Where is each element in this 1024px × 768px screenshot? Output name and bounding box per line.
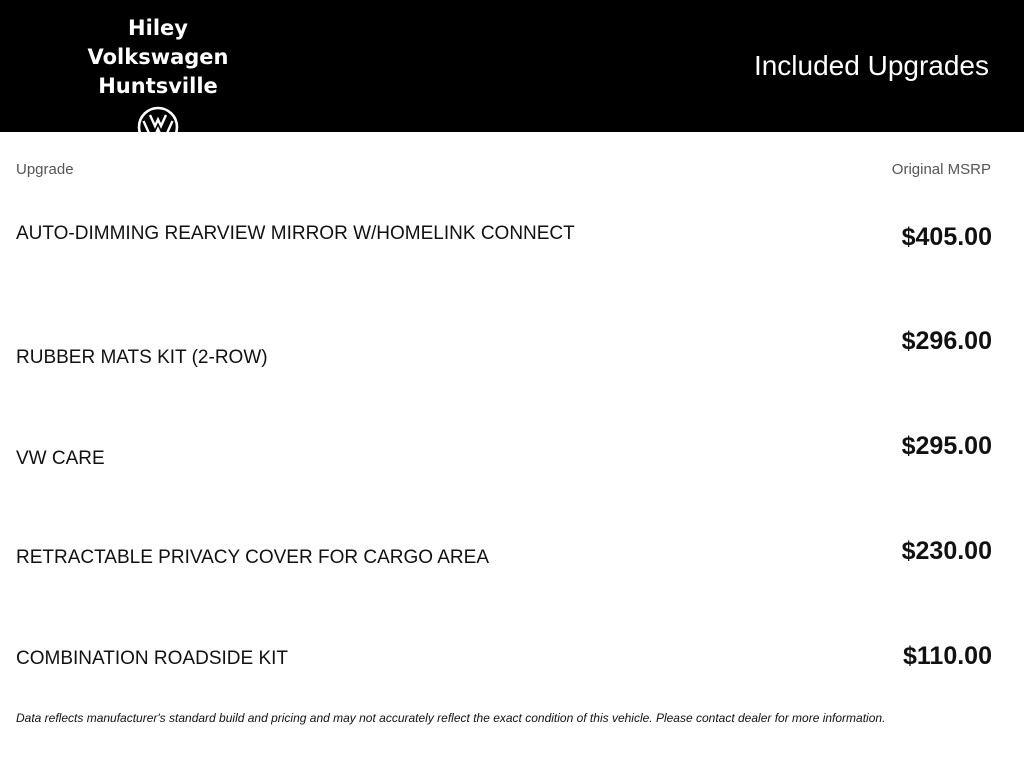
- upgrade-price: $405.00: [901, 223, 992, 251]
- upgrade-name: VW CARE: [16, 448, 105, 469]
- upgrade-price: $230.00: [901, 537, 992, 565]
- dealer-brand[interactable]: [58, 14, 258, 148]
- column-header-msrp: Original MSRP: [891, 161, 991, 178]
- upgrade-price: $296.00: [901, 327, 992, 355]
- disclaimer-text: Data reflects manufacturer's standard build and pricing and may not accurately reflect the exact condition of this vehicle. Please contact dealer for more information.: [16, 711, 886, 725]
- dealer-name: Hiley Volkswagen: [87, 16, 229, 69]
- vw-logo-icon: [137, 106, 179, 148]
- upgrade-name: RUBBER MATS KIT (2-ROW): [16, 347, 268, 368]
- upgrade-price: $295.00: [901, 432, 992, 460]
- column-header-upgrade: Upgrade: [16, 161, 74, 178]
- dealer-city: Huntsville: [98, 74, 218, 98]
- header-bar: [0, 0, 1024, 132]
- upgrade-name: COMBINATION ROADSIDE KIT: [16, 648, 289, 669]
- upgrade-name: RETRACTABLE PRIVACY COVER FOR CARGO AREA: [16, 547, 489, 568]
- upgrade-price: $110.00: [903, 642, 992, 670]
- page-title: Included Upgrades: [753, 50, 989, 81]
- upgrade-name: AUTO-DIMMING REARVIEW MIRROR W/HOMELINK CONNECT: [16, 223, 575, 244]
